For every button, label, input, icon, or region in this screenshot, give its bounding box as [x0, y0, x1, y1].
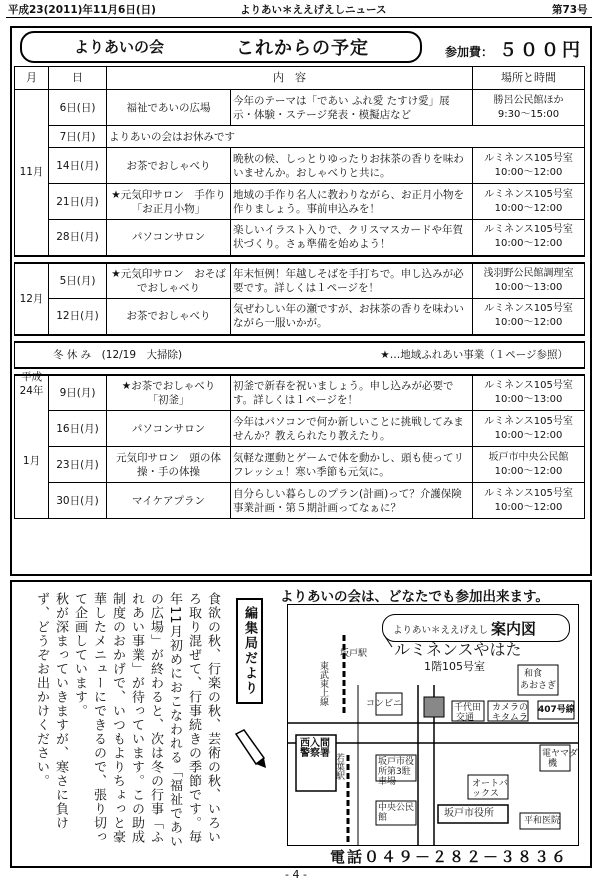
- event-title: よりあいの会はお休みです: [107, 126, 585, 148]
- editorial-paragraph-2: 秋が深まっていきますが、寒さに負けず、どうぞお出かけください。: [34, 592, 68, 830]
- table-row: [15, 90, 585, 126]
- fee-label: 参加費：: [445, 45, 494, 59]
- table-row: [15, 220, 585, 256]
- table-row: [15, 299, 585, 335]
- event-title: 元気印サロン 頭の体操・手の体操: [107, 447, 231, 483]
- day-cell: 9日(月): [49, 375, 107, 411]
- map-label-denki2: 機: [548, 759, 558, 769]
- place-cell: [473, 447, 585, 483]
- month-label: 1月: [22, 454, 41, 467]
- event-desc: 気ぜわしい年の瀬ですが、お抹茶の香りを味わいながら一服いかが。: [231, 299, 473, 335]
- map-label-autobacs: オートバックス: [472, 779, 508, 799]
- map-label-route: 407号線: [538, 705, 575, 715]
- place: ルミネンス105号室: [484, 152, 573, 164]
- event-desc: 初釜で新春を祝いましょう。申し込みが必要です。詳しくは１ページを！: [231, 375, 473, 411]
- place-cell: [473, 148, 585, 184]
- event-title: ★元気印サロン 手作り「お正月小物」: [107, 184, 231, 220]
- table-row: [15, 447, 585, 483]
- month-cell: 12月: [15, 263, 49, 335]
- event-desc: 今年のテーマは「であい ふれ愛 たすけ愛」展示・体験・ステージ発表・模擬店など: [231, 90, 473, 126]
- table-row: [15, 126, 585, 148]
- map-label-camera: カメラの: [492, 703, 529, 713]
- day-cell: 16日(月): [49, 411, 107, 447]
- place: 勝呂公民館ほか: [493, 94, 564, 106]
- newsletter-name: よりあい＊ええげえしニュース: [240, 4, 387, 16]
- table-row: [15, 411, 585, 447]
- fee: [445, 36, 583, 62]
- map-label-aosagi: あおさぎ: [520, 681, 557, 691]
- map-label-wakaba: 若葉駅: [334, 753, 344, 780]
- map-label-kotsu: 交通: [456, 713, 475, 723]
- time: 10:00～12:00: [494, 202, 563, 214]
- issue-number: 第73号: [552, 4, 588, 16]
- event-title: ★元気印サロン おそばでおしゃべり: [107, 263, 231, 299]
- time: 10:00～12:00: [494, 317, 563, 329]
- event-desc: 気軽な運動とゲームで体を動かし、頭も使ってリフレッシュ！寒い季節も元気に。: [231, 447, 473, 483]
- place-cell: [473, 375, 585, 411]
- time: 9:30～15:00: [497, 108, 560, 120]
- map-label-denki: 電ヤマダ: [542, 749, 579, 759]
- month-cell: 11月: [15, 90, 49, 256]
- place: ルミネンス105号室: [484, 415, 573, 427]
- event-title: お茶でおしゃべり: [107, 148, 231, 184]
- place: 坂戸市中央公民館: [488, 451, 569, 463]
- place: 浅羽野公民館調理室: [483, 267, 574, 279]
- day-cell: 23日(月): [49, 447, 107, 483]
- map-label-kitamura: キタムラ: [492, 713, 528, 723]
- table-header-row: [15, 67, 585, 90]
- month-cell: [15, 370, 49, 519]
- event-desc: 今年はパソコンで何か新しいことに挑戦してみませんか？教えられたり教えたり。: [231, 411, 473, 447]
- map-room: 1階105号室: [424, 660, 485, 673]
- schedule-heading: これからの予定: [236, 38, 369, 59]
- event-desc: 年末恒例！年越しそばを手打ちで。申し込みが必要です。詳しくは１ページを！: [231, 263, 473, 299]
- table-row: [15, 483, 585, 519]
- guide-small: よりあい＊ええげえし: [393, 625, 489, 636]
- legend: ★…地域ふれあい事業（１ページ参照）: [231, 342, 585, 368]
- col-place: 場所と時間: [473, 67, 585, 90]
- map-label-cityhall: 坂戸市役所: [444, 808, 494, 819]
- page-number: - 4 -: [285, 868, 307, 881]
- map-label-chiyoda: 千代田: [454, 703, 482, 713]
- day-cell: 6日(日): [49, 90, 107, 126]
- time: 10:00～12:00: [494, 465, 563, 477]
- year-label: 平成24年: [19, 370, 44, 397]
- map-guide-title: [382, 614, 570, 642]
- event-desc: 晩秋の候、しっとりゆったりお抹茶の香りを味わいませんか。おしゃべりと共に。: [231, 148, 473, 184]
- editorial-paragraph-1: 食欲の秋、行楽の秋、芸術の秋、いろいろ取り混ぜて、行事続きの季節です。毎年11月初めにおこなわれる「福祉であいの広場」が終わると、次は冬の行事「ふれあい事業」が待っています。この助成制度のおかげで、いつもよりちょっと豪華したメニューにできるので、張り切って企画しています。: [72, 592, 220, 849]
- fee-value: ５００円: [499, 40, 584, 61]
- event-desc: 自分らしい暮らしのプラン(計画)って？介護保険事業計画・第５期計画ってなぁに？: [231, 483, 473, 519]
- place-cell: [473, 184, 585, 220]
- map-label-police: 西入間警察署: [300, 738, 330, 759]
- table-row: [15, 375, 585, 411]
- map-label-konbini: コンビニ: [366, 699, 403, 709]
- time: 10:00～12:00: [494, 501, 563, 513]
- place: ルミネンス105号室: [484, 487, 573, 499]
- header-rule: [6, 17, 592, 18]
- issue-date: 平成23(2011)年11月6日(日): [8, 4, 156, 16]
- phone-number: 電話０４９－２８２－３８３６: [330, 848, 569, 866]
- schedule-table: [14, 66, 585, 519]
- time: 10:00～13:00: [494, 393, 563, 405]
- place-cell: [473, 220, 585, 256]
- day-cell: 14日(月): [49, 148, 107, 184]
- map-label-chuo: 中央公民館: [378, 803, 415, 823]
- table-row: [15, 148, 585, 184]
- map-label-parking: 坂戸市役所第3駐車場: [378, 757, 415, 787]
- event-desc: 楽しいイラスト入りで、クリスマスカードや年賀状づくり。さぁ準備を始めよう！: [231, 220, 473, 256]
- place: ルミネンス105号室: [484, 379, 573, 391]
- table-row: [15, 184, 585, 220]
- map-label-rail: 東武東上線: [318, 661, 328, 706]
- place-cell: [473, 299, 585, 335]
- time: 10:00～12:00: [494, 429, 563, 441]
- day-cell: 7日(月): [49, 126, 107, 148]
- place: ルミネンス105号室: [484, 303, 573, 315]
- place-cell: [473, 90, 585, 126]
- event-title: お茶でおしゃべり: [107, 299, 231, 335]
- event-desc: 地域の手作り名人に教わりながら、お正月小物を作りましょう。事前申込みを！: [231, 184, 473, 220]
- join-message: よりあいの会は、どなたでも参加出来ます。: [280, 589, 549, 605]
- col-day: 日: [49, 67, 107, 90]
- table-row: [15, 263, 585, 299]
- place: ルミネンス105号室: [484, 224, 573, 236]
- winter-break: 冬 休 み (12/19 大掃除): [15, 342, 231, 368]
- place-cell: [473, 263, 585, 299]
- day-cell: 12日(月): [49, 299, 107, 335]
- section-divider: [15, 368, 585, 375]
- map-label-station: 坂戸駅: [340, 649, 368, 659]
- section-divider: [15, 256, 585, 263]
- org-name: よりあいの会: [74, 38, 165, 56]
- event-title: パソコンサロン: [107, 220, 231, 256]
- time: 10:00～12:00: [494, 166, 563, 178]
- time: 10:00～13:00: [494, 281, 563, 293]
- guide-big: 案内図: [491, 620, 537, 638]
- day-cell: 30日(月): [49, 483, 107, 519]
- day-cell: 28日(月): [49, 220, 107, 256]
- day-cell: 21日(月): [49, 184, 107, 220]
- place-cell: [473, 411, 585, 447]
- place: ルミネンス105号室: [484, 188, 573, 200]
- time: 10:00～12:00: [494, 238, 563, 250]
- col-content: 内 容: [107, 67, 473, 90]
- map-luminance: ルミネンスやはた: [394, 640, 522, 659]
- day-cell: 5日(月): [49, 263, 107, 299]
- map-label-heiwa: 平和医院: [524, 816, 561, 826]
- editorial-text: [14, 592, 222, 854]
- editorial-label: 編集局だより: [236, 598, 263, 704]
- schedule-banner: [20, 31, 422, 63]
- event-title: 福祉であいの広場: [107, 90, 231, 126]
- event-title: パソコンサロン: [107, 411, 231, 447]
- place-cell: [473, 483, 585, 519]
- pencil-icon: [232, 728, 268, 770]
- event-title: ★お茶でおしゃべり 「初釜」: [107, 375, 231, 411]
- col-month: 月: [15, 67, 49, 90]
- winter-break-row: [15, 342, 585, 368]
- event-title: マイケアプラン: [107, 483, 231, 519]
- map-label-washoku: 和食: [524, 669, 543, 679]
- section-divider: [15, 335, 585, 342]
